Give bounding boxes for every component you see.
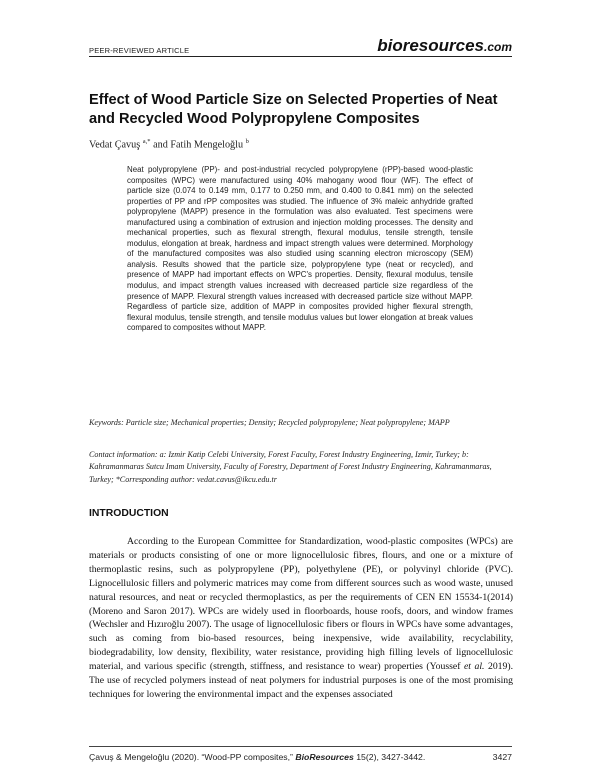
contact-information: Contact information: a: Izmir Katip Celebi University, Forest Faculty, Forest Industry Engineering, Izmir, Turkey; b: Kahramanmaras Sutcu Imam University, Faculty of Forestry, Department of Forest Industry Engineering, Kahramanmaras, Turkey; *Corresponding author: vedat.cavus@ikcu.edu.tr (89, 450, 492, 484)
article-title: Effect of Wood Particle Size on Selected Properties of Neat and Recycled Wood Polypropylene Composites (89, 92, 498, 127)
introduction-paragraph (89, 535, 513, 702)
footer-journal-name: BioResources (295, 752, 354, 762)
section-heading-introduction: INTRODUCTION (89, 508, 169, 519)
footer-volume-pages: 15(2), 3427-3442. (356, 752, 426, 762)
paragraph-text-end: 2019). The use of recycled polymers instead of neat polymers for industrial purposes is one of the most promising techniques for lowering the environmental impact and the expenses associated (89, 661, 513, 700)
keywords: Keywords: Particle size; Mechanical properties; Density; Recycled polypropylene; Neat polypropylene; MAPP (89, 418, 450, 427)
author-1-affiliation: a,* (142, 138, 151, 145)
header-divider (89, 56, 512, 57)
footer-citation: Çavuş & Mengeloğlu (2020). “Wood-PP composites,” (89, 752, 293, 762)
journal-brand (377, 36, 512, 56)
brand-main: bioresources (377, 36, 484, 55)
author-line (89, 138, 249, 150)
author-2-affiliation: b (245, 138, 249, 145)
paragraph-text-start: According to the European Committee for Standardization, wood-plastic composites (WPCs) are materials or products consisting of one or more lignocellulosic fibres, flours, and one or a mixture of thermoplastic resins, such as polypropylene (PP), polyethylene (PE), or polyvinyl chloride (PVC). Lignocellulosic fillers and polymeric matrices may come from different sources such as wood waste, unused natural resources, and neat or recycled thermoplastics, as per the requirements of CEN EN 15534-1(2014) (Moreno and Saron 2017). WPCs are widely used in floorboards, house roofs, doors, and window frames (Wechsler and Hızıroğlu 2007). The usage of lignocellulosic fibers or flours in WPCs have some advantages, such as coming from bio-based resources, being inexpensive, wide availability, recyclability, biodegradability, low density, flexibility, water resistance, providing high filling levels of lignocellulosic material, and various specific (strength, stiffness, and resistance to wear) properties (Youssef (89, 536, 513, 673)
abstract: Neat polypropylene (PP)- and post-industrial recycled polypropylene (rPP)-based wood-plastic composites (WPC) were manufactured using 40% mahogany wood flour (WF). The effect of particle size (0.074 to 0.149 mm, 0.177 to 0.250 mm, and 0.400 to 0.841 mm) on the selected properties of PP and rPP composites was studied. The influence of 3% maleic anhydride grafted polypropylene (MAPP) presence in the formulation was also evaluated. Test specimens were manufactured using a combination of extrusion and injection molding processes. The density and mechanical properties, such as flexural strength, flexural modulus, tensile strength, tensile modulus, elongation at break, hardness and impact strength values were determined. Morphology of the manufactured composites was also studied using scanning electron microscopy (SEM) analysis. Results showed that the particle size, polypropylene type (neat or recycled), and presence of MAPP had important effects on WPC's properties. Density, flexural modulus, tensile modulus, and impact strength values increased with decreased particle size regardless of the presence of MAPP. Flexural strength values increased with decreased particle size without MAPP. Regardless of particle size, addition of MAPP in composites provided higher flexural strength, flexural modulus, tensile strength, and tensile modulus values but lower elongation at break values compared to composites without MAPP. (127, 165, 473, 333)
page-footer (89, 752, 512, 762)
page-number: 3427 (492, 752, 512, 762)
author-2: Fatih Mengeloğlu (170, 139, 244, 151)
peer-reviewed-label: PEER-REVIEWED ARTICLE (89, 46, 190, 55)
introduction-body (89, 535, 513, 702)
brand-suffix: .com (483, 40, 512, 54)
footer-divider (89, 746, 512, 747)
citation-et-al: et al. (463, 661, 485, 673)
author-join: and (150, 139, 171, 151)
author-1: Vedat Çavuş (89, 139, 141, 151)
